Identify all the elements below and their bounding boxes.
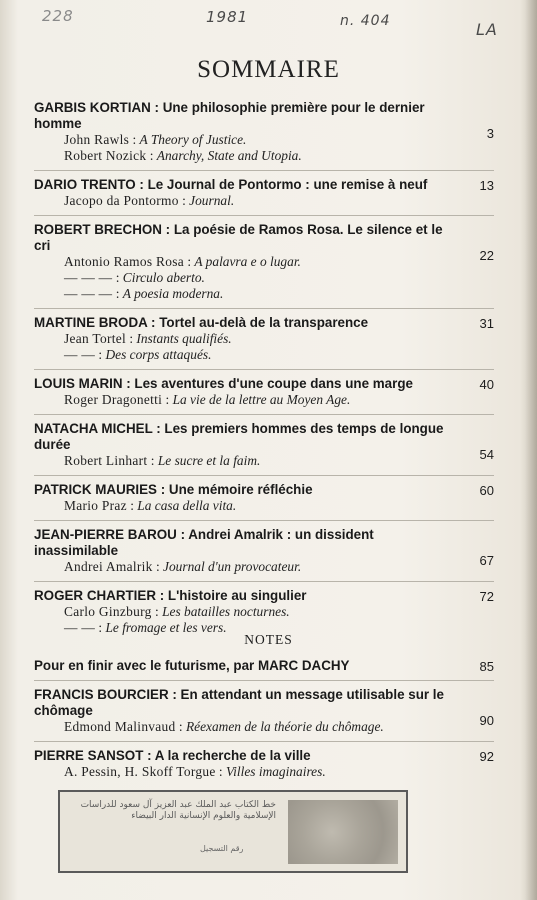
reviewed-title: Le fromage et les vers. xyxy=(105,620,227,635)
reviewed-title: Les batailles nocturnes. xyxy=(162,604,290,619)
entry-heading: FRANCIS BOURCIER : En attendant un message utilisable sur le chômage xyxy=(34,687,444,718)
separator: : xyxy=(112,270,123,285)
page-number: 85 xyxy=(479,659,494,674)
reviewed-work xyxy=(64,286,494,302)
separator: : xyxy=(95,347,106,362)
reviewed-work xyxy=(64,764,494,780)
entry-heading: Pour en finir avec le futurisme, par MARC DACHY xyxy=(34,658,350,673)
reviewed-author: A. Pessin, H. Skoff Torgue xyxy=(64,764,216,779)
toc-entry xyxy=(34,748,494,786)
reviewed-author: — — — xyxy=(64,286,113,301)
toc-entry xyxy=(34,100,494,171)
reviewed-title: La vie de la lettre au Moyen Age. xyxy=(172,392,351,407)
contents-list xyxy=(34,100,494,648)
entry-heading: GARBIS KORTIAN : Une philosophie première pour le dernier homme xyxy=(34,100,425,131)
toc-entry xyxy=(34,482,494,521)
stamp-seal-image xyxy=(288,800,398,864)
reviewed-author: Mario Praz xyxy=(64,498,127,513)
toc-entry xyxy=(34,687,494,742)
toc-entry xyxy=(34,222,494,309)
reviewed-author: — — xyxy=(64,620,96,635)
reviewed-work xyxy=(64,331,494,347)
entry-heading: DARIO TRENTO : Le Journal de Pontormo : une remise à neuf xyxy=(34,177,428,192)
handwritten-corner: LA xyxy=(476,20,498,39)
separator: : xyxy=(147,453,158,468)
entry-heading: PATRICK MAURIES : Une mémoire réfléchie xyxy=(34,482,313,497)
reviewed-work xyxy=(64,254,494,270)
reviewed-author: Robert Linhart xyxy=(64,453,148,468)
reviewed-title: A poesia moderna. xyxy=(122,286,224,301)
separator: : xyxy=(95,620,106,635)
entry-heading: ROBERT BRECHON : La poésie de Ramos Rosa. Le silence et le cri xyxy=(34,222,443,253)
separator: : xyxy=(129,132,140,147)
stamp-text: خط الكتاب عبد الملك عبد العزيز آل سعود للدراسات الإسلامية والعلوم الإنسانية الدار البيضاء xyxy=(80,800,276,821)
page-number: 92 xyxy=(479,749,494,764)
reviewed-work xyxy=(64,604,494,620)
reviewed-title: Des corps attaqués. xyxy=(105,347,212,362)
separator: : xyxy=(126,498,138,513)
toc-entry xyxy=(34,658,494,681)
page-number: 60 xyxy=(479,483,494,498)
handwritten-number: 228 xyxy=(42,7,74,25)
reviewed-author: Robert Nozick xyxy=(64,148,147,163)
reviewed-author: Carlo Ginzburg xyxy=(64,604,152,619)
reviewed-work xyxy=(64,392,494,408)
reviewed-title: A Theory of Justice. xyxy=(139,132,247,147)
reviewed-work xyxy=(64,193,494,209)
separator: : xyxy=(175,719,186,734)
page-title: SOMMAIRE xyxy=(197,56,340,83)
reviewed-work xyxy=(64,148,494,164)
entry-heading: ROGER CHARTIER : L'histoire au singulier xyxy=(34,588,307,603)
reviewed-work xyxy=(64,270,494,286)
page-number: 67 xyxy=(479,553,494,568)
entry-heading: PIERRE SANSOT : A la recherche de la ville xyxy=(34,748,311,763)
reviewed-title: La casa della vita. xyxy=(137,498,237,513)
separator: : xyxy=(215,764,226,779)
separator: : xyxy=(112,286,123,301)
reviewed-author: — — — xyxy=(64,270,113,285)
toc-entry xyxy=(34,527,494,582)
toc-entry xyxy=(34,177,494,216)
entry-heading: JEAN-PIERRE BAROU : Andrei Amalrik : un dissident inassimilable xyxy=(34,527,374,558)
reviewed-author: Antonio Ramos Rosa xyxy=(64,254,184,269)
page-number: 31 xyxy=(479,316,494,331)
handwritten-year: 1981 xyxy=(206,8,249,26)
page-number: 40 xyxy=(479,377,494,392)
reviewed-title: A palavra e o lugar. xyxy=(194,254,301,269)
notes-heading: NOTES xyxy=(244,632,293,647)
reviewed-work xyxy=(64,498,494,514)
separator: : xyxy=(146,148,157,163)
reviewed-title: Villes imaginaires. xyxy=(226,764,326,779)
reviewed-author: Andrei Amalrik xyxy=(64,559,153,574)
reviewed-title: Le sucre et la faim. xyxy=(157,453,261,468)
toc-entry xyxy=(34,421,494,476)
notes-list xyxy=(34,658,494,792)
reviewed-title: Journal d'un provocateur. xyxy=(163,559,302,574)
reviewed-work xyxy=(64,719,494,735)
page-edge-shadow xyxy=(525,0,537,900)
separator: : xyxy=(162,392,173,407)
separator: : xyxy=(125,331,137,346)
reviewed-title: Réexamen de la théorie du chômage. xyxy=(185,719,384,734)
handwritten-code: n. 404 xyxy=(340,13,391,29)
reviewed-work xyxy=(64,453,494,469)
page-number: 22 xyxy=(479,248,494,263)
separator: : xyxy=(152,559,164,574)
reviewed-author: Roger Dragonetti xyxy=(64,392,163,407)
entry-heading: LOUIS MARIN : Les aventures d'une coupe dans une marge xyxy=(34,376,413,391)
reviewed-author: John Rawls xyxy=(64,132,130,147)
page-number: 3 xyxy=(486,126,494,141)
library-stamp xyxy=(58,790,408,873)
reviewed-title: Anarchy, State and Utopia. xyxy=(156,148,302,163)
page-number: 72 xyxy=(479,589,494,604)
reviewed-author: Jean Tortel xyxy=(64,331,126,346)
reviewed-work xyxy=(64,132,494,148)
separator: : xyxy=(183,254,195,269)
reviewed-work xyxy=(64,559,494,575)
reviewed-title: Journal. xyxy=(189,193,235,208)
separator: : xyxy=(151,604,163,619)
reviewed-work xyxy=(64,347,494,363)
entry-heading: MARTINE BRODA : Tortel au-delà de la transparence xyxy=(34,315,369,330)
page-number: 13 xyxy=(479,178,494,193)
toc-entry xyxy=(34,376,494,415)
reviewed-title: Circulo aberto. xyxy=(122,270,205,285)
reviewed-title: Instants qualifiés. xyxy=(136,331,232,346)
page-number: 54 xyxy=(479,447,494,462)
toc-entry xyxy=(34,315,494,370)
page-number: 90 xyxy=(479,713,494,728)
separator: : xyxy=(178,193,190,208)
reviewed-author: Edmond Malinvaud xyxy=(64,719,176,734)
stamp-subtext: رقم التسجيل xyxy=(200,844,244,853)
entry-heading: NATACHA MICHEL : Les premiers hommes des temps de longue durée xyxy=(34,421,444,452)
reviewed-author: Jacopo da Pontormo xyxy=(64,193,179,208)
reviewed-author: — — xyxy=(64,347,96,362)
